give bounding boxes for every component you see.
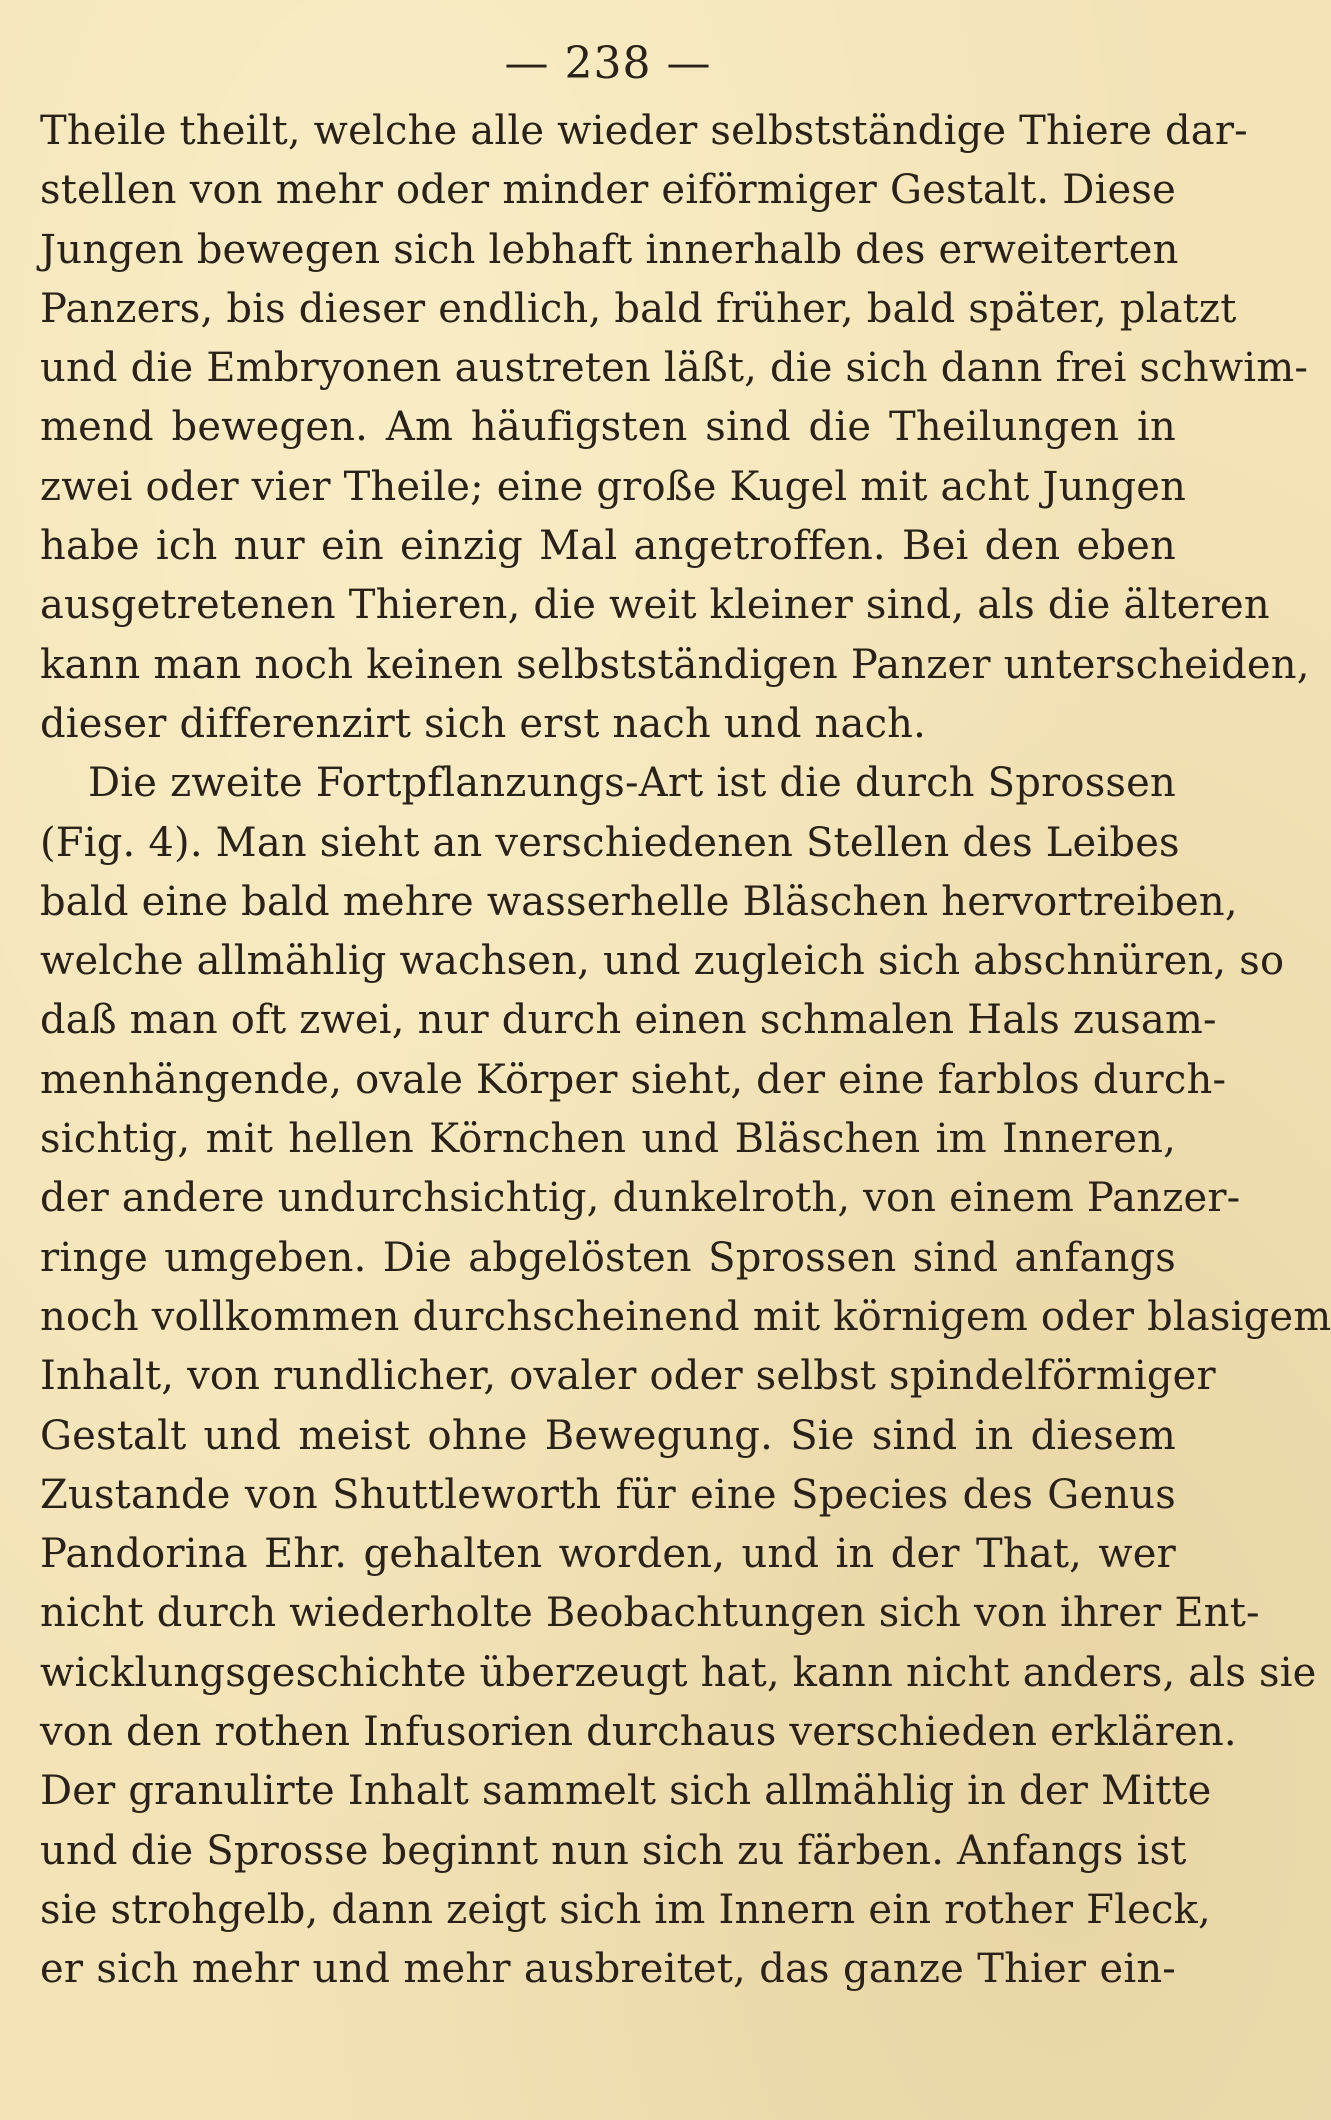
page-number: — 238 — <box>504 38 712 89</box>
text-line: zwei oder vier Theile; eine große Kugel mit acht Jungen <box>40 463 1187 510</box>
text-line: stellen von mehr oder minder eiförmiger Gestalt. Diese <box>40 167 1176 214</box>
text-line: und die Embryonen austreten läßt, die sich dann frei schwim- <box>40 345 1309 392</box>
text-line: Panzers, bis dieser endlich, bald früher, bald später, platzt <box>40 285 1237 332</box>
text-line: menhängende, ovale Körper sieht, der eine farblos durch- <box>40 1056 1227 1103</box>
text-line: Zustande von Shuttleworth für eine Species des Genus <box>40 1471 1176 1518</box>
text-line: Pandorina Ehr. gehalten worden, und in der That, wer <box>40 1531 1176 1578</box>
paragraph-1 <box>40 102 1310 754</box>
text-line: habe ich nur ein einzig Mal angetroffen. Bei den eben <box>40 523 1176 570</box>
text-line: von den rothen Infusorien durchaus verschieden erklären. <box>40 1709 1237 1756</box>
text-line: sie strohgelb, dann zeigt sich im Innern ein rother Fleck, <box>40 1886 1211 1933</box>
text-line: er sich mehr und mehr ausbreitet, das ganze Thier ein- <box>40 1946 1176 1993</box>
text-line: Gestalt und meist ohne Bewegung. Sie sind in diesem <box>40 1412 1176 1459</box>
text-line: kann man noch keinen selbstständigen Panzer unterscheiden, <box>40 641 1310 688</box>
text-line: bald eine bald mehre wasserhelle Bläschen hervortreiben, <box>40 878 1238 925</box>
text-line: Die zweite Fortpflanzungs-Art ist die durch Sprossen <box>88 760 1176 807</box>
text-line: wicklungsgeschichte überzeugt hat, kann nicht anders, als sie <box>40 1649 1317 1696</box>
text-line: noch vollkommen durchscheinend mit körnigem oder blasigem <box>40 1293 1331 1340</box>
paragraph-2 <box>40 754 1331 1999</box>
text-line: dieser differenzirt sich erst nach und nach. <box>40 700 927 747</box>
text-line: Jungen bewegen sich lebhaft innerhalb des erweiterten <box>40 226 1179 273</box>
text-line: ringe umgeben. Die abgelösten Sprossen sind anfangs <box>40 1234 1176 1281</box>
text-line: Inhalt, von rundlicher, ovaler oder selbst spindelförmiger <box>40 1353 1216 1400</box>
body-text <box>40 102 1331 2000</box>
text-line: und die Sprosse beginnt nun sich zu färben. Anfangs ist <box>40 1827 1187 1874</box>
text-line: daß man oft zwei, nur durch einen schmalen Hals zusam- <box>40 997 1217 1044</box>
text-line: sichtig, mit hellen Körnchen und Bläschen im Inneren, <box>40 1116 1176 1163</box>
text-line: ausgetretenen Thieren, die weit kleiner sind, als die älteren <box>40 582 1270 629</box>
text-line: Der granulirte Inhalt sammelt sich allmählig in der Mitte <box>40 1768 1212 1815</box>
text-line: nicht durch wiederholte Beobachtungen sich von ihrer Ent- <box>40 1590 1260 1637</box>
text-line: der andere undurchsichtig, dunkelroth, von einem Panzer- <box>40 1175 1241 1222</box>
text-line: welche allmählig wachsen, und zugleich sich abschnüren, so <box>40 938 1285 985</box>
text-line: mend bewegen. Am häufigsten sind die Theilungen in <box>40 404 1176 451</box>
text-line: Theile theilt, welche alle wieder selbstständige Thiere dar- <box>40 108 1248 154</box>
text-line: (Fig. 4). Man sieht an verschiedenen Stellen des Leibes <box>40 819 1180 866</box>
